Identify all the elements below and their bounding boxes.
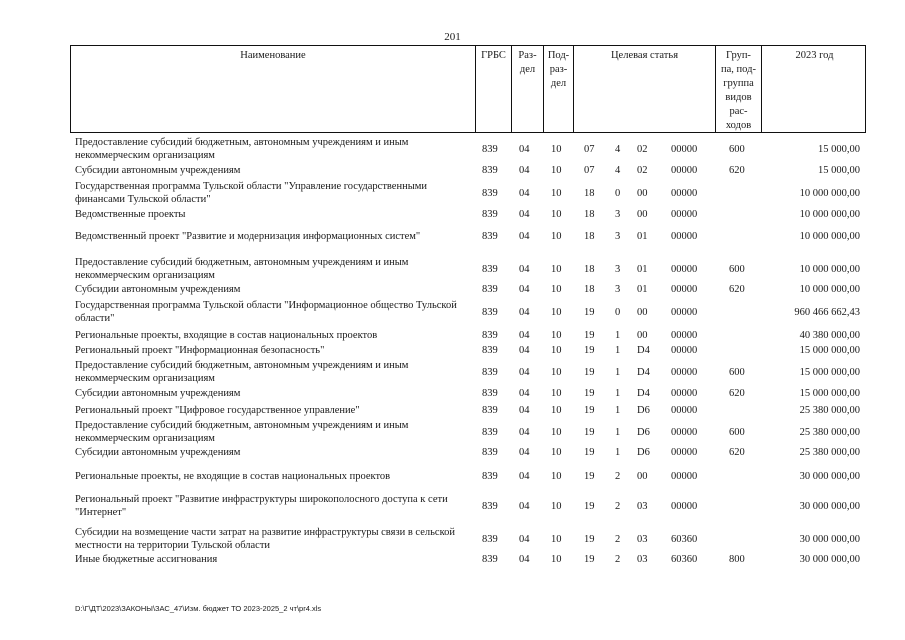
row-name: Предоставление субсидий бюджетным, автономным учреждениям и иным некоммерческим организациям (75, 137, 409, 161)
cell-pr: 10 (551, 427, 562, 438)
cell-rz: 04 (519, 554, 530, 565)
cell-t2: 3 (615, 231, 621, 242)
cell-t3: 02 (637, 165, 648, 176)
cell-grbs: 839 (482, 388, 498, 399)
row-name: Региональные проекты, входящие в состав национальных проектов (75, 330, 378, 341)
cell-t3: D4 (637, 388, 650, 399)
cell-sum: 30 000 000,00 (799, 534, 860, 545)
cell-grbs: 839 (482, 471, 498, 482)
cell-t1: 18 (584, 188, 595, 199)
cell-t2: 2 (615, 554, 621, 565)
cell-sum: 10 000 000,00 (799, 209, 860, 220)
cell-sum: 30 000 000,00 (799, 501, 860, 512)
cell-t1: 19 (584, 330, 595, 341)
cell-t3: D6 (637, 405, 650, 416)
cell-sum: 25 380 000,00 (799, 447, 860, 458)
row-name: Региональный проект "Цифровое государственное управление" (75, 405, 360, 416)
cell-t2: 1 (615, 330, 621, 341)
row-name: Государственная программа Тульской области "Управление государственными финансами Тульской области" (75, 181, 428, 205)
cell-vr: 620 (729, 388, 745, 399)
cell-vr: 600 (729, 427, 745, 438)
header-year: 2023 год (761, 46, 867, 132)
cell-t3: 01 (637, 264, 648, 275)
cell-pr: 10 (551, 534, 562, 545)
cell-pr: 10 (551, 165, 562, 176)
row-name: Региональные проекты, не входящие в состав национальных проектов (75, 471, 391, 482)
cell-t3: 00 (637, 307, 648, 318)
cell-rz: 04 (519, 427, 530, 438)
cell-t3: D4 (637, 345, 650, 356)
cell-t1: 19 (584, 534, 595, 545)
cell-sum: 10 000 000,00 (799, 284, 860, 295)
cell-grbs: 839 (482, 231, 498, 242)
cell-t1: 19 (584, 501, 595, 512)
cell-grbs: 839 (482, 554, 498, 565)
cell-t4: 00000 (671, 427, 698, 438)
cell-sum: 10 000 000,00 (799, 264, 860, 275)
cell-t3: 01 (637, 231, 648, 242)
cell-t4: 00000 (671, 447, 698, 458)
cell-rz: 04 (519, 405, 530, 416)
cell-pr: 10 (551, 345, 562, 356)
cell-t2: 1 (615, 427, 621, 438)
cell-vr: 620 (729, 447, 745, 458)
cell-t1: 18 (584, 284, 595, 295)
cell-t3: 03 (637, 534, 648, 545)
cell-rz: 04 (519, 345, 530, 356)
cell-grbs: 839 (482, 367, 498, 378)
cell-pr: 10 (551, 447, 562, 458)
row-name: Региональный проект "Информационная безопасность" (75, 345, 325, 356)
cell-sum: 15 000,00 (818, 144, 860, 155)
cell-t4: 00000 (671, 367, 698, 378)
cell-grbs: 839 (482, 264, 498, 275)
cell-rz: 04 (519, 447, 530, 458)
row-name: Субсидии автономным учреждениям (75, 165, 241, 176)
cell-grbs: 839 (482, 307, 498, 318)
cell-t2: 2 (615, 501, 621, 512)
cell-pr: 10 (551, 554, 562, 565)
cell-t4: 00000 (671, 405, 698, 416)
header-grbs: ГРБС (475, 46, 511, 132)
header-razdel: Раз- дел (511, 46, 543, 132)
cell-sum: 30 000 000,00 (799, 554, 860, 565)
cell-t3: 03 (637, 554, 648, 565)
cell-t4: 00000 (671, 231, 698, 242)
row-name: Субсидии автономным учреждениям (75, 284, 241, 295)
cell-vr: 600 (729, 144, 745, 155)
cell-sum: 30 000 000,00 (799, 471, 860, 482)
cell-rz: 04 (519, 284, 530, 295)
cell-rz: 04 (519, 144, 530, 155)
cell-t2: 4 (615, 165, 621, 176)
cell-sum: 960 466 662,43 (794, 307, 860, 318)
row-name: Предоставление субсидий бюджетным, автономным учреждениям и иным некоммерческим организациям (75, 257, 409, 281)
cell-t2: 2 (615, 471, 621, 482)
cell-t4: 00000 (671, 144, 698, 155)
header-target: Целевая статья (573, 46, 715, 132)
page-number: 201 (444, 31, 461, 43)
cell-sum: 25 380 000,00 (799, 405, 860, 416)
cell-sum: 40 380 000,00 (799, 330, 860, 341)
cell-t2: 2 (615, 534, 621, 545)
cell-t3: 02 (637, 144, 648, 155)
cell-t1: 18 (584, 264, 595, 275)
cell-grbs: 839 (482, 144, 498, 155)
cell-t3: D4 (637, 367, 650, 378)
cell-t4: 00000 (671, 330, 698, 341)
cell-t3: 00 (637, 209, 648, 220)
cell-sum: 10 000 000,00 (799, 231, 860, 242)
cell-pr: 10 (551, 284, 562, 295)
cell-pr: 10 (551, 144, 562, 155)
cell-t1: 07 (584, 165, 595, 176)
row-name: Субсидии автономным учреждениям (75, 447, 241, 458)
cell-sum: 15 000 000,00 (799, 345, 860, 356)
cell-pr: 10 (551, 405, 562, 416)
cell-sum: 15 000 000,00 (799, 388, 860, 399)
cell-t1: 19 (584, 367, 595, 378)
cell-pr: 10 (551, 330, 562, 341)
cell-t4: 00000 (671, 471, 698, 482)
cell-t3: 03 (637, 501, 648, 512)
row-name: Региональный проект "Развитие инфраструктуры широкополосного доступа к сети "Интернет" (75, 494, 448, 518)
cell-t1: 19 (584, 427, 595, 438)
cell-grbs: 839 (482, 427, 498, 438)
cell-rz: 04 (519, 388, 530, 399)
cell-t2: 3 (615, 209, 621, 220)
cell-sum: 15 000,00 (818, 165, 860, 176)
cell-t4: 00000 (671, 284, 698, 295)
cell-t4: 60360 (671, 554, 698, 565)
cell-grbs: 839 (482, 284, 498, 295)
cell-t1: 19 (584, 471, 595, 482)
cell-t1: 19 (584, 388, 595, 399)
cell-rz: 04 (519, 534, 530, 545)
cell-t1: 19 (584, 554, 595, 565)
cell-t3: D6 (637, 427, 650, 438)
cell-t2: 3 (615, 284, 621, 295)
cell-vr: 620 (729, 284, 745, 295)
row-name: Предоставление субсидий бюджетным, автономным учреждениям и иным некоммерческим организациям (75, 420, 409, 444)
cell-t3: 00 (637, 471, 648, 482)
cell-rz: 04 (519, 188, 530, 199)
cell-t4: 00000 (671, 209, 698, 220)
cell-pr: 10 (551, 264, 562, 275)
row-name: Иные бюджетные ассигнования (75, 554, 218, 565)
cell-t1: 18 (584, 209, 595, 220)
row-name: Субсидии на возмещение части затрат на развитие инфраструктуры связи в сельской местности на территории Тульской области (75, 527, 456, 551)
cell-vr: 600 (729, 367, 745, 378)
cell-sum: 10 000 000,00 (799, 188, 860, 199)
cell-pr: 10 (551, 501, 562, 512)
cell-rz: 04 (519, 165, 530, 176)
cell-pr: 10 (551, 209, 562, 220)
cell-vr: 600 (729, 264, 745, 275)
cell-grbs: 839 (482, 165, 498, 176)
cell-pr: 10 (551, 367, 562, 378)
cell-rz: 04 (519, 471, 530, 482)
cell-t4: 00000 (671, 188, 698, 199)
cell-t3: D6 (637, 447, 650, 458)
cell-t2: 1 (615, 367, 621, 378)
cell-t4: 00000 (671, 388, 698, 399)
cell-grbs: 839 (482, 188, 498, 199)
cell-t1: 19 (584, 345, 595, 356)
header-name: Наименование (240, 50, 306, 61)
cell-t1: 19 (584, 447, 595, 458)
cell-t4: 00000 (671, 165, 698, 176)
cell-grbs: 839 (482, 345, 498, 356)
cell-t3: 00 (637, 188, 648, 199)
cell-t2: 0 (615, 307, 621, 318)
cell-pr: 10 (551, 388, 562, 399)
row-name: Предоставление субсидий бюджетным, автономным учреждениям и иным некоммерческим организациям (75, 360, 409, 384)
cell-t4: 00000 (671, 345, 698, 356)
cell-t3: 00 (637, 330, 648, 341)
cell-t2: 1 (615, 405, 621, 416)
header-podrazdel: Под- раз- дел (543, 46, 573, 132)
file-path-footer: D:\Г\ДТ\2023\ЗАКОНЫ\ЗАС_47\Изм. бюджет ТО 2023-2025_2 чт\рr4.xls (75, 604, 322, 613)
cell-grbs: 839 (482, 330, 498, 341)
cell-rz: 04 (519, 367, 530, 378)
cell-t2: 0 (615, 188, 621, 199)
cell-grbs: 839 (482, 501, 498, 512)
cell-t2: 3 (615, 264, 621, 275)
cell-t3: 01 (637, 284, 648, 295)
cell-grbs: 839 (482, 447, 498, 458)
cell-sum: 15 000 000,00 (799, 367, 860, 378)
cell-t2: 1 (615, 388, 621, 399)
cell-t4: 00000 (671, 501, 698, 512)
cell-pr: 10 (551, 188, 562, 199)
cell-grbs: 839 (482, 209, 498, 220)
header-group: Груп- па, под- группа видов рас- ходов (715, 46, 761, 132)
cell-t1: 19 (584, 405, 595, 416)
cell-grbs: 839 (482, 405, 498, 416)
cell-t4: 00000 (671, 264, 698, 275)
cell-pr: 10 (551, 307, 562, 318)
cell-rz: 04 (519, 264, 530, 275)
cell-grbs: 839 (482, 534, 498, 545)
cell-t1: 07 (584, 144, 595, 155)
table-header (70, 45, 866, 133)
cell-vr: 800 (729, 554, 745, 565)
cell-rz: 04 (519, 330, 530, 341)
cell-rz: 04 (519, 501, 530, 512)
cell-t1: 18 (584, 231, 595, 242)
row-name: Субсидии автономным учреждениям (75, 388, 241, 399)
cell-pr: 10 (551, 471, 562, 482)
cell-sum: 25 380 000,00 (799, 427, 860, 438)
cell-t2: 1 (615, 345, 621, 356)
cell-t4: 00000 (671, 307, 698, 318)
cell-pr: 10 (551, 231, 562, 242)
cell-t4: 60360 (671, 534, 698, 545)
cell-rz: 04 (519, 231, 530, 242)
cell-rz: 04 (519, 209, 530, 220)
row-name: Государственная программа Тульской области "Информационное общество Тульской области" (75, 300, 457, 324)
row-name: Ведомственный проект "Развитие и модернизация информационных систем" (75, 231, 421, 242)
cell-t1: 19 (584, 307, 595, 318)
cell-vr: 620 (729, 165, 745, 176)
cell-rz: 04 (519, 307, 530, 318)
cell-t2: 4 (615, 144, 621, 155)
cell-t2: 1 (615, 447, 621, 458)
row-name: Ведомственные проекты (75, 209, 186, 220)
